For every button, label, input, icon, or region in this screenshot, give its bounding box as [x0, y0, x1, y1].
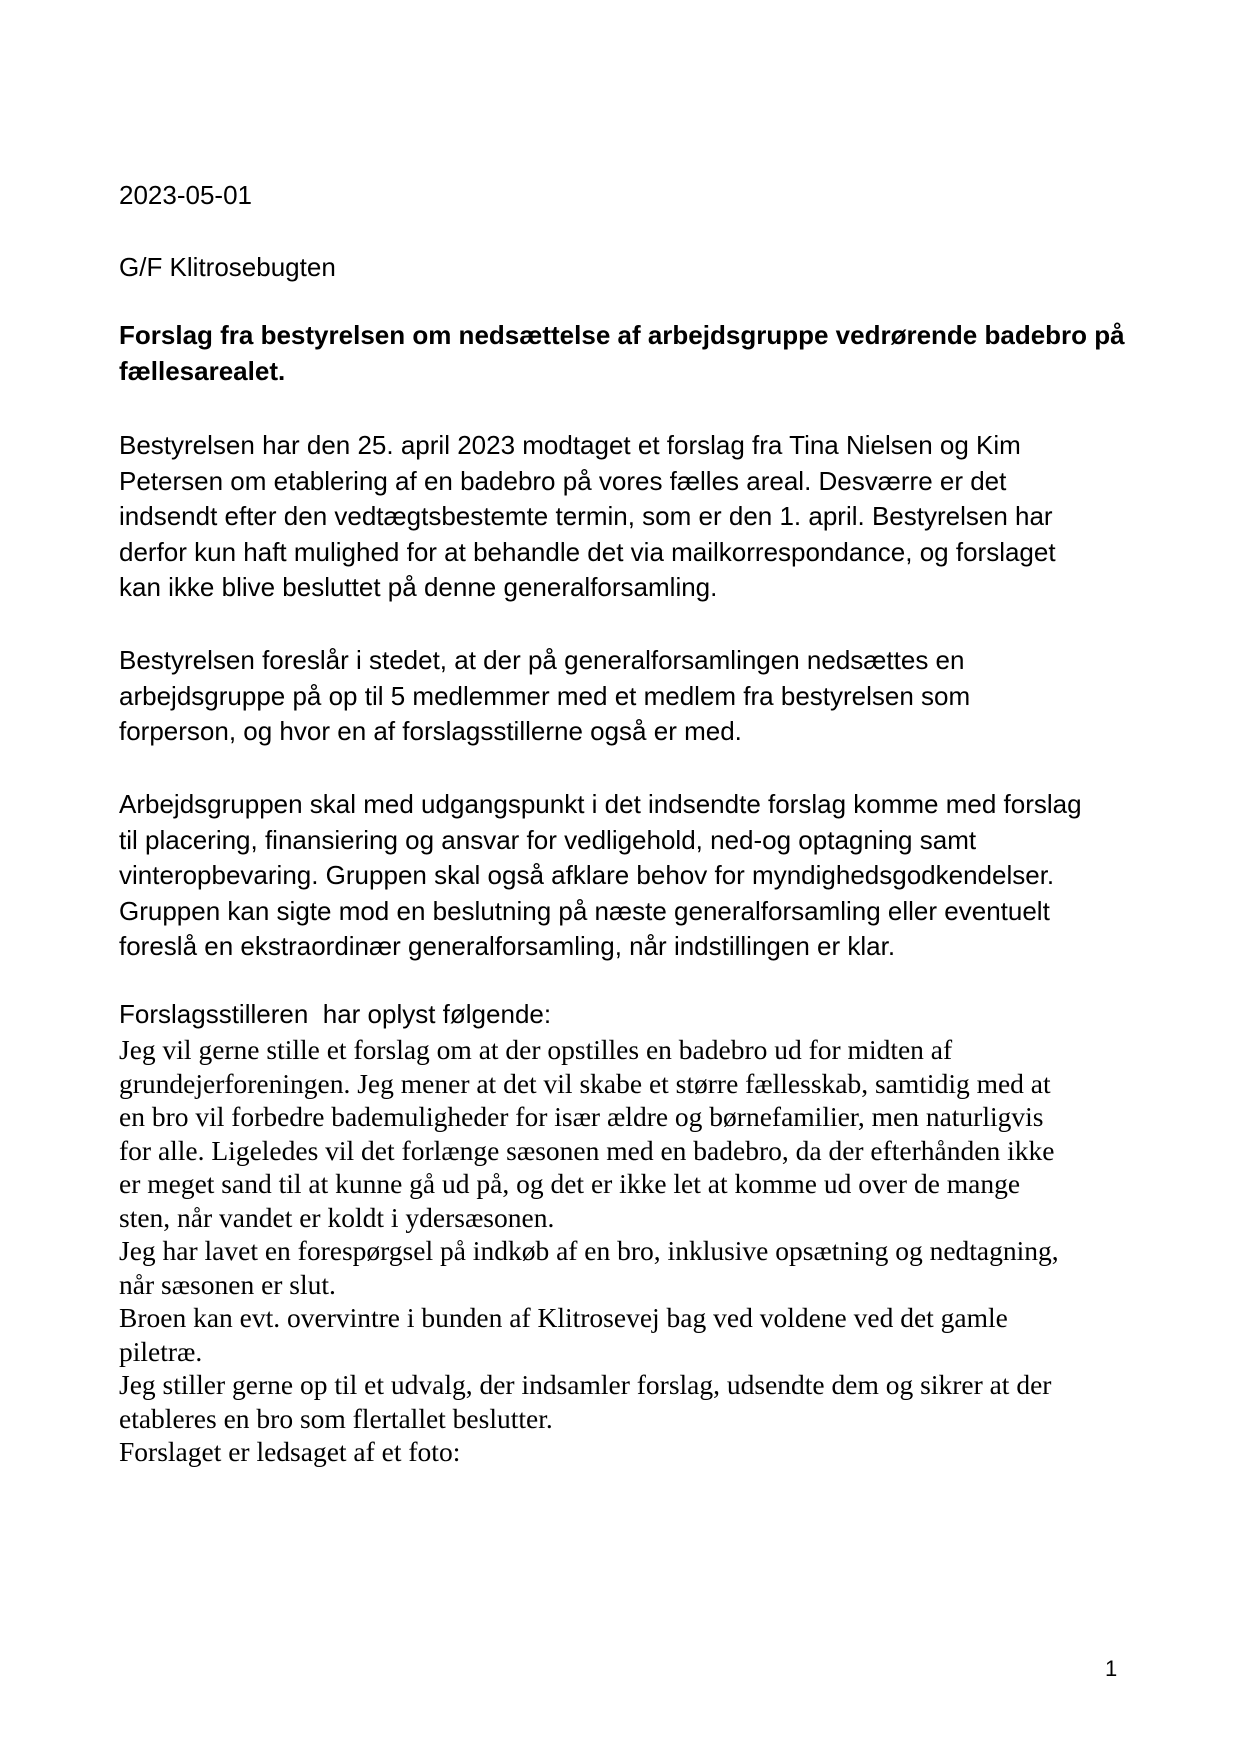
quote-line: når sæsonen er slut.: [119, 1268, 336, 1300]
quote-line: etableres en bro som flertallet beslutter.: [119, 1402, 553, 1434]
paragraph-line: derfor kun haft mulighed for at behandle det via mailkorrespondance, og forslaget: [119, 536, 1056, 567]
quote-line: Jeg vil gerne stille et forslag om at der opstilles en badebro ud for midten af: [119, 1034, 953, 1065]
paragraph-line: foreslå en ekstraordinær generalforsamling, når indstillingen er klar.: [119, 931, 896, 961]
paragraph-working-group-proposal: [119, 643, 1129, 750]
paragraph-working-group-tasks: [119, 787, 1129, 965]
paragraph-line: indsendt efter den vedtægtsbestemte termin, som er den 1. april. Bestyrelsen har: [119, 501, 1053, 531]
heading-line: Forslag fra bestyrelsen om nedsættelse af arbejdsgruppe vedrørende badebro på: [119, 320, 1125, 350]
quote-line: piletræ.: [119, 1335, 203, 1367]
paragraph-line: vinteropbevaring. Gruppen skal også afklare behov for myndighedsgodkendelser.: [119, 860, 1055, 890]
quote-line: en bro vil forbedre bademuligheder for især ældre og børnefamilier, men naturligvis: [119, 1101, 1044, 1132]
paragraph-line: Gruppen kan sigte mod en beslutning på næste generalforsamling eller eventuelt: [119, 895, 1050, 926]
paragraph-line: Bestyrelsen foreslår i stedet, at der på generalforsamlingen nedsættes en: [119, 645, 965, 675]
quote-intro: Forslagsstilleren har oplyst følgende:: [119, 999, 552, 1029]
paragraph-line: til placering, finansiering og ansvar for vedligehold, ned-og optagning samt: [119, 824, 977, 855]
heading-line: fællesarealet.: [119, 355, 286, 386]
paragraph-line: Arbejdsgruppen skal med udgangspunkt i det indsendte forslag komme med forslag: [119, 789, 1082, 819]
quote-line: grundejerforeningen. Jeg mener at det vil skabe et større fællesskab, samtidig med at: [119, 1067, 1051, 1099]
paragraph-line: kan ikke blive besluttet på denne generalforsamling.: [119, 572, 718, 602]
quote-line: sten, når vandet er koldt i ydersæsonen.: [119, 1201, 555, 1233]
page-number: 1: [1105, 1656, 1118, 1681]
document-heading: [119, 318, 1125, 389]
paragraph-proposal-received: [119, 428, 1129, 606]
quote-line: Jeg stiller gerne op til et udvalg, der indsamler forslag, udsendte dem og sikrer at der: [119, 1369, 1052, 1400]
quote-line: Broen kan evt. overvintre i bunden af Klitrosevej bag ved voldene ved det gamle: [119, 1302, 1008, 1333]
quote-line: er meget sand til at kunne gå ud på, og det er ikke let at komme ud over de mange: [119, 1168, 1021, 1199]
quote-line: Forslaget er ledsaget af et foto:: [119, 1436, 461, 1467]
document-date: 2023-05-01: [119, 180, 252, 210]
quote-line: for alle. Ligeledes vil det forlænge sæsonen med en badebro, da der efterhånden ikke: [119, 1134, 1055, 1166]
paragraph-line: forperson, og hvor en af forslagsstillerne også er med.: [119, 716, 742, 746]
paragraph-line: Bestyrelsen har den 25. april 2023 modtaget et forslag fra Tina Nielsen og Kim: [119, 430, 1021, 460]
paragraph-line: arbejdsgruppe på op til 5 medlemmer med et medlem fra bestyrelsen som: [119, 680, 971, 711]
paragraph-line: Petersen om etablering af en badebro på vores fælles areal. Desværre er det: [119, 465, 1007, 496]
proposer-quote: [119, 1033, 1139, 1469]
quote-line: Jeg har lavet en forespørgsel på indkøb af en bro, inklusive opsætning og nedtagning,: [119, 1235, 1059, 1266]
organization-name: G/F Klitrosebugten: [119, 252, 336, 282]
